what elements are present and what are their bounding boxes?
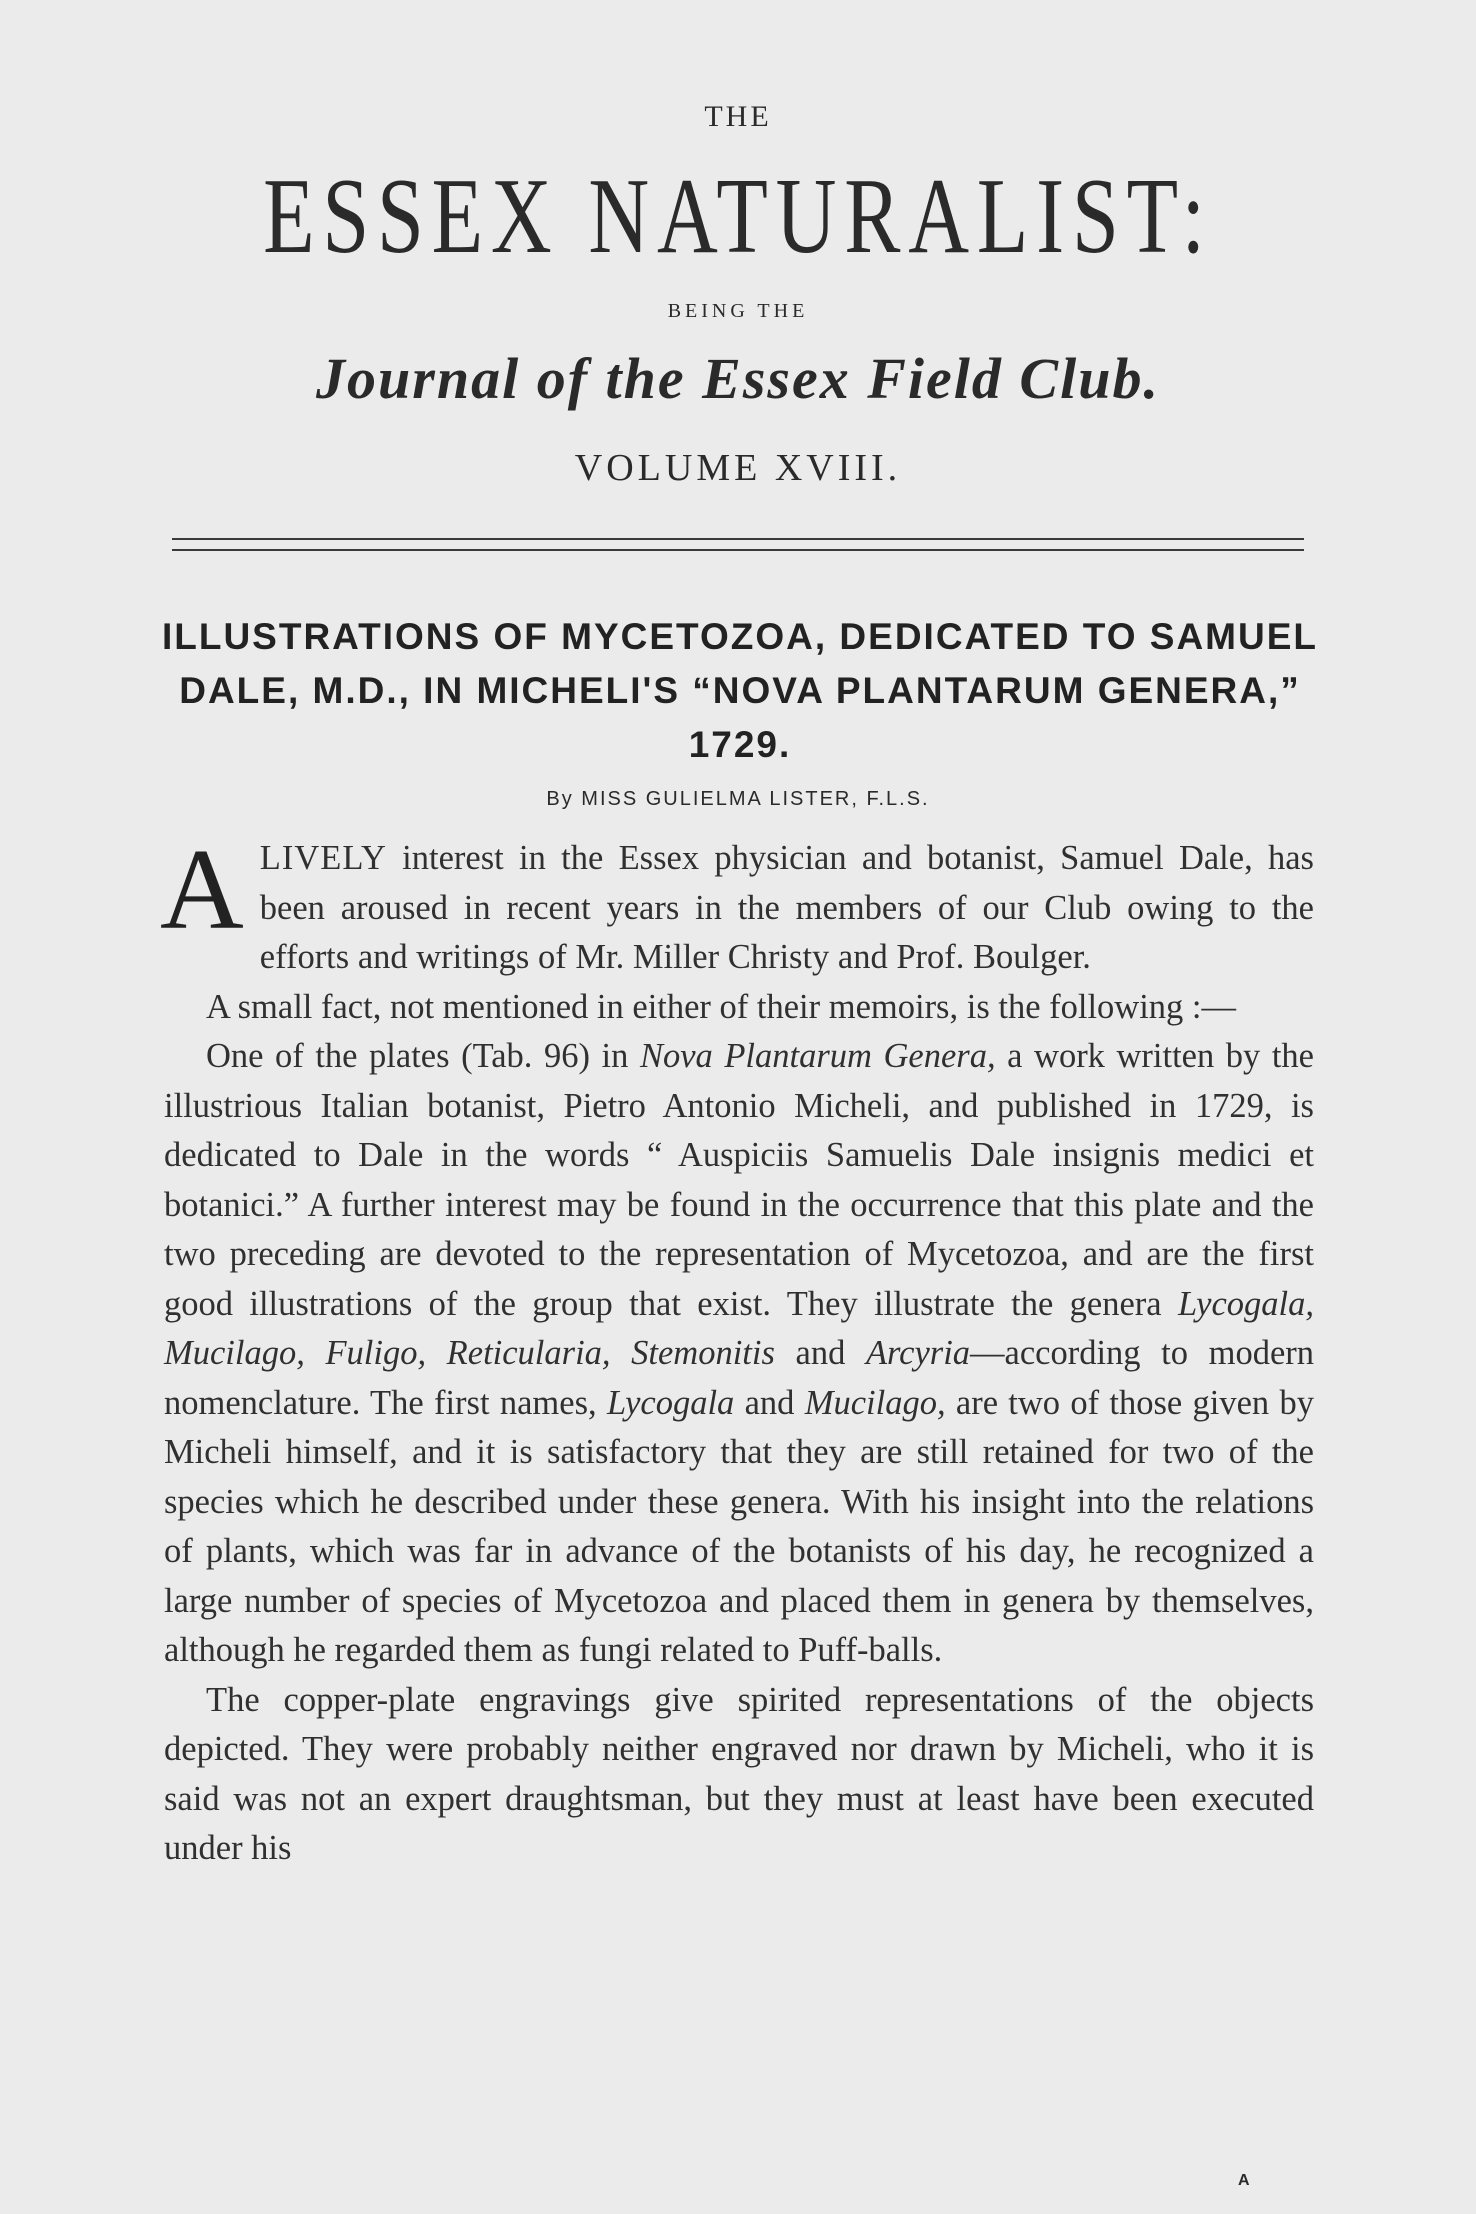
masthead-being-the: BEING THE — [667, 300, 809, 322]
signature-mark: A — [1238, 2172, 1250, 2189]
p3-text-k: are two of those given by Micheli himself, and it is satisfactory that they are still retained for two of the species which he described under these genera. With his insight into the relations of plants, which was far in advance of the botanists of his day, he recognized a large number of species of Mycetozoa and placed them in genera by themselves, although he regarded them as fungi related to Puff-balls. — [164, 1383, 1314, 1669]
masthead-the: THE — [704, 100, 772, 133]
article-title: ILLUSTRATIONS OF MYCETOZOA, DEDICATED TO SAMUEL DALE, M.D., IN MICHELI'S “NOVA PLANTARUM GENERA,” 1729. — [161, 616, 1319, 765]
p3-text-a: One of the plates (Tab. 96) in — [206, 1037, 640, 1075]
paragraph-2: A small fact, not mentioned in either of their memoirs, is the following :— — [206, 987, 1237, 1026]
journal-title: ESSEX NATURALIST: — [263, 157, 1213, 276]
p3-italic-lycogala: Lycogala — [606, 1383, 735, 1422]
p3-text-c: a work written by the illustrious Italian botanist, Pietro Antonio Micheli, and published in 1729, is dedicated to Dale in the words “ Auspiciis Samuelis Dale insignis medici et botanici.” A further interest may be found in the occurrence that this plate and the two preceding are devoted to the representation of Mycetozoa, and are the first good illustrations of the group that exist. They illustrate the genera — [164, 1037, 1314, 1323]
paragraph-1 — [160, 826, 1314, 983]
p3-italic-title: Nova Plantarum Genera, — [639, 1037, 996, 1075]
p3-italic-arcyria: Arcyria — [865, 1334, 971, 1372]
lead-word: LIVELY — [259, 839, 387, 877]
p3-italic-mucilago: Mucilago, — [804, 1383, 946, 1422]
article-byline: By MISS GULIELMA LISTER, F.L.S. — [546, 788, 930, 810]
volume-number: VOLUME XVIII. — [574, 447, 902, 489]
paragraph-3 — [164, 1032, 1314, 1676]
drop-cap: A — [160, 826, 244, 954]
p3-italic-genera: Lycogala, Mucilago, Fuligo, Reticularia, Stemonitis — [164, 1284, 1314, 1372]
paragraph-1-text: interest in the Essex physician and botanist, Samuel Dale, has been aroused in recent years in the members of our Club owing to the efforts and writings of Mr. Miller Christy and Prof. Boulger. — [259, 839, 1314, 976]
journal-subtitle: Journal of the Essex Field Club. — [316, 346, 1160, 411]
p3-text-i: and — [734, 1383, 805, 1422]
double-rule-top — [172, 538, 1304, 540]
paragraph-4: The copper-plate engravings give spirited representations of the objects depicted. They were probably neither engraved nor drawn by Micheli, who it is said was not an expert draughtsman, but they must at least have been executed under his — [164, 1680, 1314, 1867]
p3-text-g: —according to modern nomenclature. The first names, — [164, 1334, 1314, 1422]
article-body — [160, 826, 1314, 1874]
p3-text-e: and — [774, 1334, 866, 1372]
double-rule-bottom — [172, 549, 1304, 551]
